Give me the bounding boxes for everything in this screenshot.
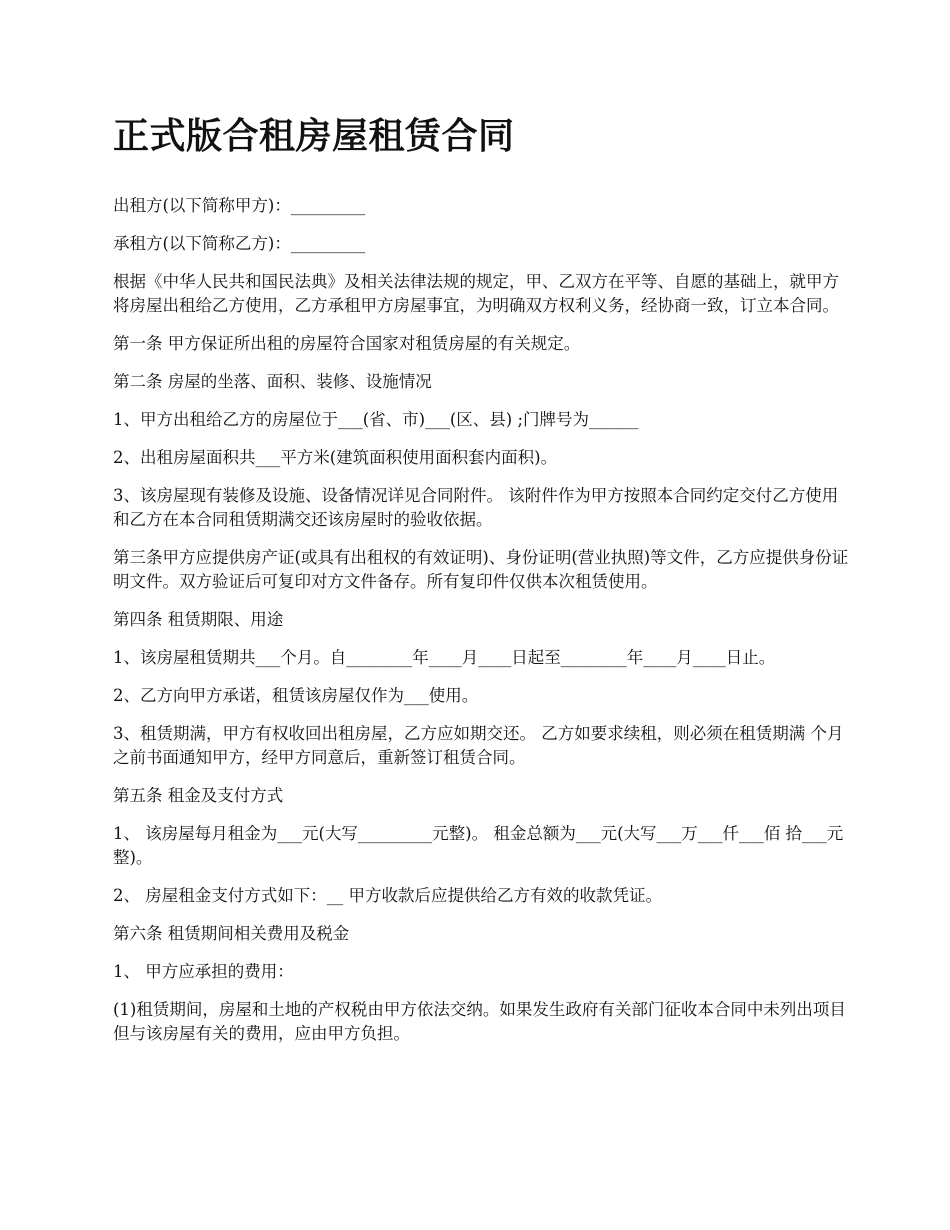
document-title: 正式版合租房屋租赁合同: [113, 115, 515, 157]
article-4-heading: 第四条 租赁期限、用途: [113, 610, 284, 629]
article-2-item-3: 3、该房屋现有装修及设施、设备情况详见合同附件。 该附件作为甲方按照本合同约定交付乙方使用和乙方在本合同租赁期满交还该房屋时的验收依据。: [113, 486, 839, 529]
article-6-heading: 第六条 租赁期间相关费用及税金: [113, 924, 350, 943]
article-3: 第三条甲方应提供房产证(或具有出租权的有效证明)、身份证明(营业执照)等文件，乙方应提供身份证明文件。双方验证后可复印对方文件备存。所有复印件仅供本次租赁使用。: [113, 548, 849, 591]
article-4-item-3: 3、租赁期满，甲方有权收回出租房屋，乙方应如期交还。 乙方如要求续租，则必须在租赁期满 个月之前书面通知甲方，经甲方同意后，重新签订租赁合同。: [113, 724, 844, 767]
document-page: [113, 110, 853, 1060]
preamble-paragraph: 根据《中华人民共和国民法典》及相关法律法规的规定，甲、乙双方在平等、自愿的基础上，就甲方将房屋出租给乙方使用，乙方承租甲方房屋事宜，为明确双方权利义务，经协商一致，订立本合同。: [113, 272, 839, 315]
article-2-item-1: 1、甲方出租给乙方的房屋位于___(省、市)___(区、县) ;门牌号为______: [113, 410, 639, 429]
article-1: 第一条 甲方保证所出租的房屋符合国家对租赁房屋的有关规定。: [113, 334, 581, 353]
lessee-line: 承租方(以下简称乙方)：_________: [113, 234, 366, 253]
article-6-subitem-1: (1)租赁期间，房屋和土地的产权税由甲方依法交纳。如果发生政府有关部门征收本合同中未列出项目但与该房屋有关的费用，应由甲方负担。: [113, 1000, 846, 1043]
article-6-item-1: 1、 甲方应承担的费用：: [113, 962, 294, 981]
lessor-line: 出租方(以下简称甲方)：_________: [113, 196, 366, 215]
article-4-item-2: 2、乙方向甲方承诺，租赁该房屋仅作为___使用。: [113, 686, 479, 705]
article-5-item-1: 1、 该房屋每月租金为___元(大写_________元整)。 租金总额为___元(大写___万___仟___佰 拾___元整)。: [113, 824, 844, 867]
article-2-item-2: 2、出租房屋面积共___平方米(建筑面积使用面积套内面积)。: [113, 448, 558, 467]
article-4-item-1: 1、该房屋租赁期共___个月。自________年____月____日起至________年____月____日止。: [113, 648, 776, 667]
article-5-heading: 第五条 租金及支付方式: [113, 786, 284, 805]
article-2-heading: 第二条 房屋的坐落、面积、装修、设施情况: [113, 372, 432, 391]
article-5-item-2: 2、 房屋租金支付方式如下：__ 甲方收款后应提供给乙方有效的收款凭证。: [113, 886, 662, 905]
